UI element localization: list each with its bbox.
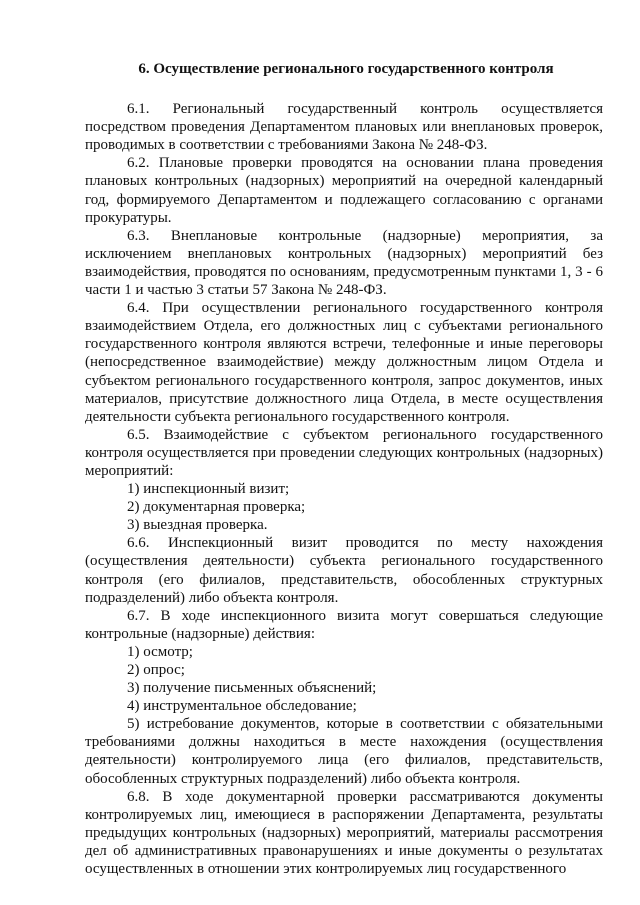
paragraph-6-2: 6.2. Плановые проверки проводятся на основании плана проведения плановых контрольных (надзорных) мероприятий на очередной календарный год, формируемого Департаментом и подлежащего согласованию с органами прокуратуры. [85, 155, 603, 226]
paragraph-6-6: 6.6. Инспекционный визит проводится по месту нахождения (осуществления деятельности) субъекта регионального государственного контроля (его филиалов, представительств, обособленных структурных подразделений) либо объекта контроля. [85, 535, 603, 606]
paragraph-6-7: 6.7. В ходе инспекционного визита могут совершаться следующие контрольные (надзорные) действия: [85, 607, 603, 642]
list-item: 3) выездная проверка. [127, 517, 268, 534]
list-item: 1) осмотр; [127, 643, 193, 660]
list-item: 4) инструментальное обследование; [127, 698, 357, 715]
paragraph-6-5: 6.5. Взаимодействие с субъектом регионального государственного контроля осуществляется при проведении следующих контрольных (надзорных) мероприятий: [85, 426, 603, 479]
paragraph-6-8: 6.8. В ходе документарной проверки рассматриваются документы контролируемых лиц, имеющиеся в распоряжении Департамента, результаты предыдущих контрольных (надзорных) мероприятий, материалы рассмотрения дел об административных правонарушениях и иные документы о результатах осуществленных в отношении этих контролируемых лиц государственного [85, 788, 603, 878]
document-page [85, 60, 603, 878]
paragraph-6-3: 6.3. Внеплановые контрольные (надзорные) мероприятия, за исключением внеплановых контрольных (надзорных) мероприятий без взаимодействия, проводятся по основаниям, предусмотренным пунктами 1, 3 - 6 части 1 и частью 3 статьи 57 Закона № 248-ФЗ. [85, 227, 603, 299]
list-item: 2) опрос; [127, 662, 185, 678]
list-item: 3) получение письменных объяснений; [127, 680, 377, 697]
paragraph-6-4: 6.4. При осуществлении регионального государственного контроля взаимодействием Отдела, его должностных лиц с субъектами регионального государственного контроля являются встречи, телефонные и иные переговоры (непосредственное взаимодействие) между должностным лицом Отдела и субъектом регионального государственного контроля, запрос документов, иных материалов, присутствие должностного лица Отдела, в месте осуществления деятельности субъекта регионального государственного контроля. [85, 300, 603, 425]
paragraph-6-1: 6.1. Региональный государственный контроль осуществляется посредством проведения Департаментом плановых или внеплановых проверок, проводимых в соответствии с требованиями Закона № 248-ФЗ. [85, 101, 603, 154]
section-heading: 6. Осуществление регионального государственного контроля [138, 61, 554, 77]
list-item: 2) документарная проверка; [127, 499, 306, 516]
list-item-5: 5) истребование документов, которые в соответствии с обязательными требованиями должны находиться в месте нахождения (осуществления деятельности) контролируемого лица (его филиалов, представительств, обособленных структурных подразделений) либо объекта контроля. [85, 716, 603, 787]
list-item: 1) инспекционный визит; [127, 481, 290, 498]
